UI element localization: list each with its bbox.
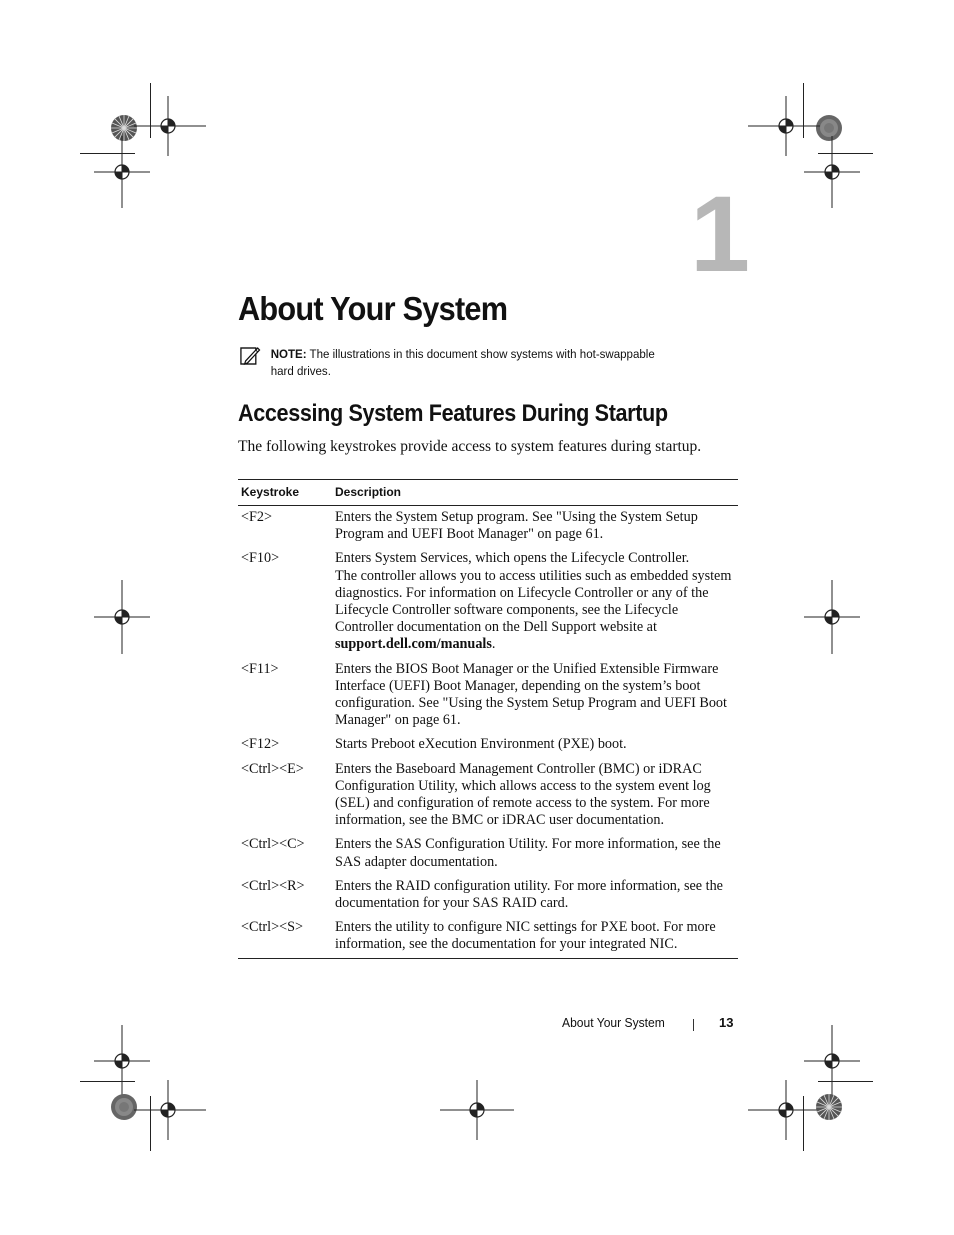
table-header-row bbox=[238, 480, 738, 506]
section-heading: Accessing System Features During Startup bbox=[238, 400, 668, 427]
description-cell: Starts Preboot eXecution Environment (PXE) boot. bbox=[335, 736, 627, 753]
registration-crosshair-icon bbox=[94, 580, 150, 654]
registration-crosshair-icon bbox=[134, 1080, 206, 1140]
note-callout bbox=[240, 346, 677, 380]
table-row bbox=[238, 547, 738, 657]
note-label: NOTE: bbox=[270, 347, 307, 361]
registration-crosshair-icon bbox=[748, 1080, 820, 1140]
note-text: The illustrations in this document show systems with hot-swappable hard drives. bbox=[270, 347, 655, 378]
description-cell: Enters the BIOS Boot Manager or the Unified Extensible Firmware Interface (UEFI) Boot Manager, depending on the system’s boot configuration. See "Using the System Setup Program and UEFI Boot Manager" on page 61. bbox=[335, 660, 727, 729]
description-cell: Enters the RAID configuration utility. For more information, see the documentation for your SAS RAID card. bbox=[335, 877, 723, 912]
description-cell: Enters the Baseboard Management Controller (BMC) or iDRAC Configuration Utility, which allows access to the system event log (SEL) and configuration of remote access to the system. For more information, see the BMC or iDRAC user documentation. bbox=[335, 760, 711, 829]
keystroke-table bbox=[238, 479, 738, 959]
keystroke-cell: <F11> bbox=[241, 660, 279, 677]
keystroke-cell: <F10> bbox=[241, 550, 280, 567]
pencil-note-icon bbox=[240, 346, 260, 366]
table-row bbox=[238, 506, 738, 548]
description-cell: Enters the SAS Configuration Utility. For more information, see the SAS adapter documentation. bbox=[335, 836, 721, 870]
table-row bbox=[238, 658, 738, 734]
table-row bbox=[238, 875, 738, 916]
registration-crosshair-icon bbox=[94, 136, 150, 208]
star-target-icon bbox=[815, 1093, 843, 1121]
keystroke-cell: <Ctrl><S> bbox=[241, 919, 303, 936]
keystroke-cell: <Ctrl><E> bbox=[241, 760, 304, 777]
section-intro: The following keystrokes provide access to system features during startup. bbox=[238, 438, 702, 455]
footer-divider bbox=[693, 1019, 694, 1031]
chapter-number: 1 bbox=[690, 173, 751, 294]
support-link[interactable]: support.dell.com/manuals bbox=[335, 636, 492, 653]
column-header-keystroke: Keystroke bbox=[238, 480, 332, 506]
keystroke-cell: <Ctrl><R> bbox=[241, 877, 305, 894]
page-title: About Your System bbox=[238, 290, 508, 327]
description-line: The controller allows you to access utilities such as embedded system diagnostics. For information on Lifecycle Controller or any of the Lifecycle Controller software components, see the Lifecycle Controller documentation on the Dell Support website at bbox=[335, 567, 732, 636]
table-row bbox=[238, 758, 738, 834]
column-header-description: Description bbox=[332, 480, 738, 506]
description-cell: Enters the System Setup program. See "Using the System Setup Program and UEFI Boot Manager" on page 61. bbox=[335, 509, 698, 543]
registration-crosshair-icon bbox=[804, 136, 860, 208]
table-row bbox=[238, 916, 738, 958]
description-line: Enters System Services, which opens the Lifecycle Controller. bbox=[335, 550, 690, 567]
link-suffix: . bbox=[491, 636, 496, 653]
registration-crosshair-icon bbox=[440, 1080, 514, 1140]
table-row bbox=[238, 733, 738, 757]
table-row bbox=[238, 833, 738, 874]
registration-crosshair-icon bbox=[804, 580, 860, 654]
page-number: 13 bbox=[719, 1015, 734, 1030]
footer-section-title: About Your System bbox=[562, 1015, 665, 1030]
keystroke-cell: <F2> bbox=[241, 509, 272, 525]
description-cell: Enters the utility to configure NIC settings for PXE boot. For more information, see the documentation for your integrated NIC. bbox=[335, 919, 716, 953]
keystroke-cell: <F12> bbox=[241, 736, 280, 753]
keystroke-cell: <Ctrl><C> bbox=[241, 836, 305, 853]
description-cell bbox=[332, 547, 738, 657]
